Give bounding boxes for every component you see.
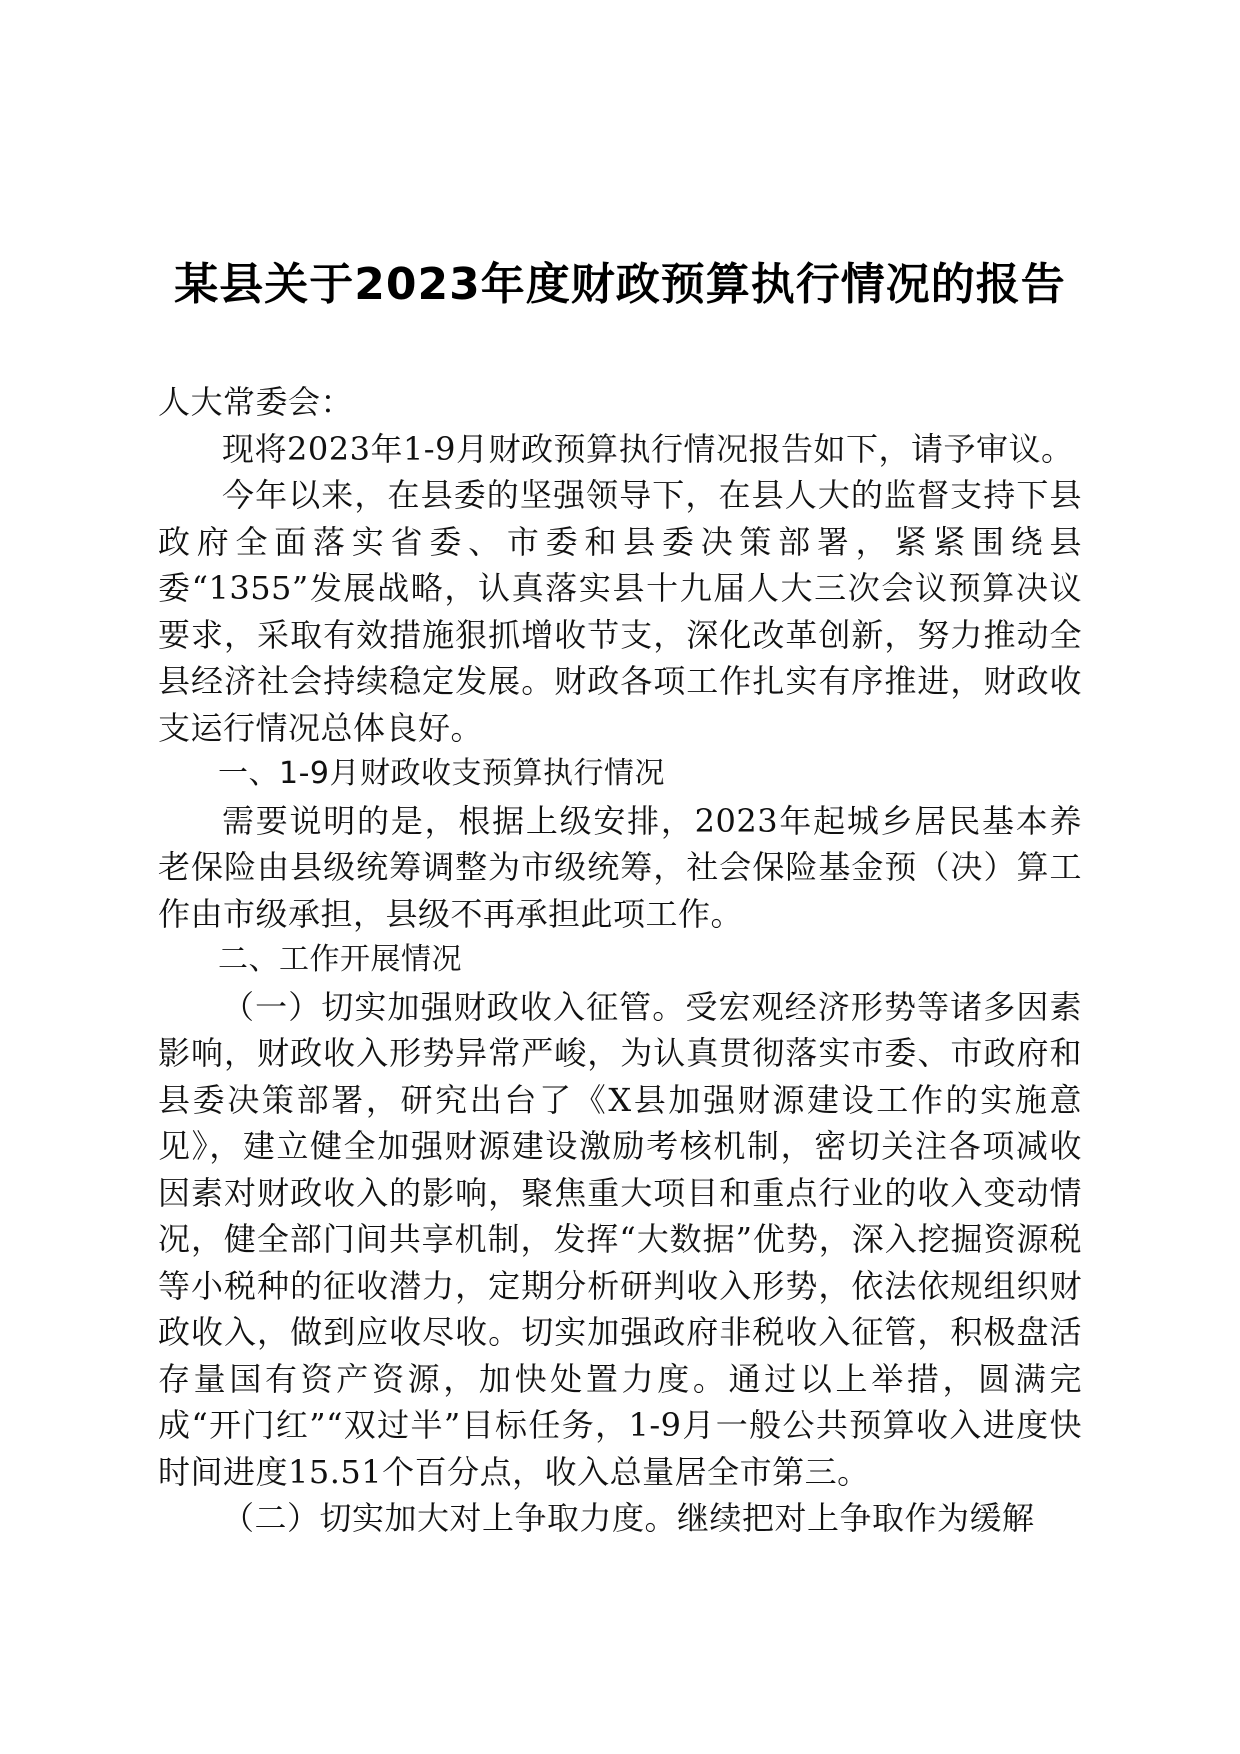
item-2-paragraph (158, 1495, 1082, 1542)
intro-paragraph: 现将2023年1-9月财政预算执行情况报告如下，请予审议。 (222, 429, 1074, 468)
item-1-lead: （一）切实加强财政收入征管。 (222, 987, 686, 1026)
item-2-body: 继续把对上争取作为缓解 (677, 1499, 1035, 1537)
document-title: 某县关于2023年度财政预算执行情况的报告 (174, 259, 1066, 310)
document-body (158, 379, 1082, 1542)
document-page (158, 255, 1082, 1542)
section-heading-1: 一、1-9月财政收支预算执行情况 (218, 756, 665, 791)
overview-paragraph: 今年以来，在县委的坚强领导下，在县人大的监督支持下县政府全面落实省委、市委和县委决策部署，紧紧围绕县委“1355”发展战略，认真落实县十九届人大三次会议预算决议要求，采取有效措施狠抓增收节支，深化改革创新，努力推动全县经济社会持续稳定发展。财政各项工作扎实有序推进，财政收支运行情况总体良好。 (158, 476, 1082, 747)
item-1-body: 受宏观经济形势等诸多因素影响，财政收入形势异常严峻，为认真贯彻落实市委、市政府和县委决策部署，研究出台了《X县加强财源建设工作的实施意见》，建立健全加强财源建设激励考核机制，密切关注各项减收因素对财政收入的影响，聚焦重大项目和重点行业的收入变动情况，健全部门间共享机制，发挥“大数据”优势，深入挖掘资源税等小税种的征收潜力，定期分析研判收入形势，依法依规组织财政收入，做到应收尽收。切实加强政府非税收入征管，积极盘活存量国有资产资源，加快处置力度。通过以上举措，圆满完成“开门红”“双过半”目标任务，1-9月一般公共预算收入进度快时间进度15.51个百分点，收入总量居全市第三。 (158, 987, 1082, 1491)
section-1-paragraph: 需要说明的是，根据上级安排，2023年起城乡居民基本养老保险由县级统筹调整为市级统筹，社会保险基金预（决）算工作由市级承担，县级不再承担此项工作。 (158, 801, 1082, 933)
salutation: 人大常委会： (158, 383, 354, 421)
section-heading-2: 二、工作开展情况 (218, 942, 462, 977)
item-1-paragraph (158, 984, 1082, 1496)
item-2-lead: （二）切实加大对上争取力度。 (222, 1499, 678, 1537)
